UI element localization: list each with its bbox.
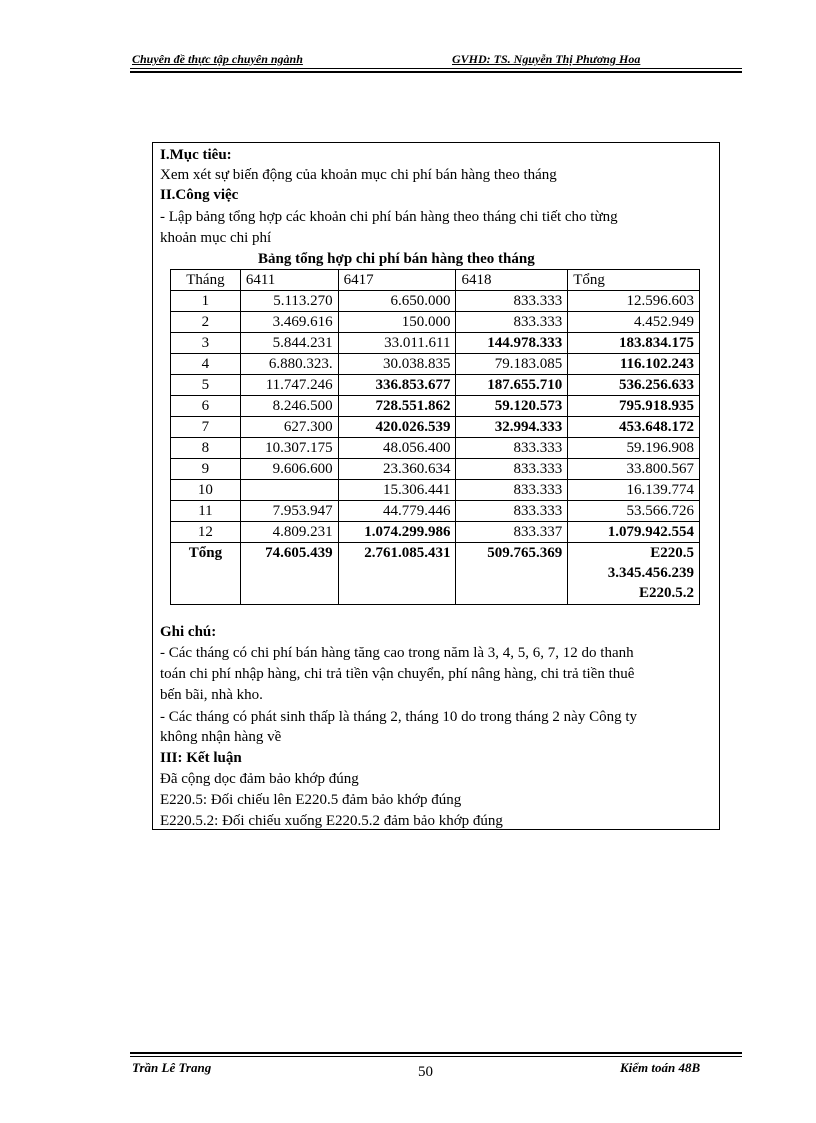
header-right: GVHD: TS. Nguyễn Thị Phương Hoa	[452, 52, 641, 66]
table-row	[171, 312, 700, 333]
month-cell: 8	[171, 438, 241, 459]
value-cell: 59.196.908	[568, 438, 700, 459]
month-cell: 7	[171, 417, 241, 438]
value-cell: 4.809.231	[240, 522, 338, 543]
value-cell: 627.300	[240, 417, 338, 438]
value-cell: 23.360.634	[338, 459, 456, 480]
value-cell: 44.779.446	[338, 501, 456, 522]
month-cell: 2	[171, 312, 241, 333]
value-cell: 336.853.677	[338, 375, 456, 396]
table-row	[171, 333, 700, 354]
value-cell	[240, 480, 338, 501]
table-row	[171, 417, 700, 438]
footer-right: Kiểm toán 48B	[620, 1060, 701, 1075]
table-row	[171, 291, 700, 312]
value-cell: 833.333	[456, 438, 568, 459]
footer-left: Trần Lê Trang	[132, 1060, 212, 1075]
section2-title: II.Công việc	[160, 187, 239, 203]
expense-table	[170, 269, 700, 605]
conclusion-line2: E220.5: Đối chiếu lên E220.5 đảm bảo khớp đúng	[160, 792, 462, 808]
value-cell: 833.333	[456, 291, 568, 312]
value-cell: 30.038.835	[338, 354, 456, 375]
value-cell: 4.452.949	[568, 312, 700, 333]
header-cell: 6417	[338, 270, 456, 291]
table-row	[171, 438, 700, 459]
table-row	[171, 354, 700, 375]
value-cell: 420.026.539	[338, 417, 456, 438]
notes-line5: không nhận hàng về	[160, 729, 282, 745]
value-cell: 9.606.600	[240, 459, 338, 480]
header-rule-thick	[130, 71, 742, 73]
value-cell: 7.953.947	[240, 501, 338, 522]
value-cell: 79.183.085	[456, 354, 568, 375]
table-title: Bảng tổng hợp chi phí bán hàng theo tháng	[258, 251, 535, 267]
table-row	[171, 522, 700, 543]
page-header	[130, 52, 742, 68]
conclusion-line1: Đã cộng dọc đảm bảo khớp đúng	[160, 771, 359, 787]
value-cell: 1.074.299.986	[338, 522, 456, 543]
header-cell: 6411	[240, 270, 338, 291]
value-cell: 16.139.774	[568, 480, 700, 501]
conclusion-title: III: Kết luận	[160, 750, 242, 766]
value-cell: 833.333	[456, 501, 568, 522]
total-sum-cell	[568, 543, 700, 605]
table-row	[171, 375, 700, 396]
value-cell: 833.337	[456, 522, 568, 543]
table-row	[171, 501, 700, 522]
value-cell: 116.102.243	[568, 354, 700, 375]
value-cell: 187.655.710	[456, 375, 568, 396]
total-cell: 2.761.085.431	[338, 543, 456, 605]
month-cell: 11	[171, 501, 241, 522]
month-cell: 6	[171, 396, 241, 417]
month-cell: 10	[171, 480, 241, 501]
value-cell: 150.000	[338, 312, 456, 333]
value-cell: 32.994.333	[456, 417, 568, 438]
value-cell: 453.648.172	[568, 417, 700, 438]
value-cell: 6.650.000	[338, 291, 456, 312]
month-cell: 12	[171, 522, 241, 543]
notes-line4: - Các tháng có phát sinh thấp là tháng 2, tháng 10 do trong tháng 2 này Công ty	[160, 709, 637, 725]
value-cell: 144.978.333	[456, 333, 568, 354]
footer-rule-thick	[130, 1052, 742, 1054]
notes-line3: bến bãi, nhà kho.	[160, 687, 263, 703]
value-cell: 33.011.611	[338, 333, 456, 354]
total-label: Tổng	[171, 543, 241, 605]
table-total-row	[171, 543, 700, 605]
table-row	[171, 480, 700, 501]
value-cell: 59.120.573	[456, 396, 568, 417]
table-row	[171, 396, 700, 417]
value-cell: 833.333	[456, 480, 568, 501]
section1-text: Xem xét sự biến động của khoản mục chi phí bán hàng theo tháng	[160, 167, 557, 183]
month-cell: 1	[171, 291, 241, 312]
reference-mark: E220.5.2	[638, 585, 694, 601]
value-cell: 11.747.246	[240, 375, 338, 396]
value-cell: 183.834.175	[568, 333, 700, 354]
table-header-row	[171, 270, 700, 291]
value-cell: 6.880.323.	[240, 354, 338, 375]
total-cell: 509.765.369	[456, 543, 568, 605]
section2-line1: - Lập bảng tổng hợp các khoản chi phí bán hàng theo tháng chi tiết cho từng	[160, 209, 618, 225]
value-cell: 1.079.942.554	[568, 522, 700, 543]
reference-mark: E220.5	[650, 545, 694, 561]
value-cell: 3.469.616	[240, 312, 338, 333]
value-cell: 536.256.633	[568, 375, 700, 396]
value-cell: 833.333	[456, 459, 568, 480]
grand-total: 3.345.456.239	[607, 565, 694, 581]
value-cell: 5.113.270	[240, 291, 338, 312]
table-row	[171, 459, 700, 480]
value-cell: 833.333	[456, 312, 568, 333]
value-cell: 15.306.441	[338, 480, 456, 501]
value-cell: 53.566.726	[568, 501, 700, 522]
value-cell: 10.307.175	[240, 438, 338, 459]
month-cell: 5	[171, 375, 241, 396]
value-cell: 48.056.400	[338, 438, 456, 459]
value-cell: 8.246.500	[240, 396, 338, 417]
section2-line2: khoản mục chi phí	[160, 230, 272, 246]
value-cell: 12.596.603	[568, 291, 700, 312]
value-cell: 5.844.231	[240, 333, 338, 354]
month-cell: 4	[171, 354, 241, 375]
notes-title: Ghi chú:	[160, 624, 217, 640]
conclusion-line3: E220.5.2: Đối chiếu xuống E220.5.2 đảm bảo khớp đúng	[160, 813, 503, 829]
value-cell: 795.918.935	[568, 396, 700, 417]
notes-line1: - Các tháng có chi phí bán hàng tăng cao trong năm là 3, 4, 5, 6, 7, 12 do thanh	[160, 645, 634, 661]
page-number: 50	[418, 1064, 433, 1080]
notes-line2: toán chi phí nhập hàng, chi trả tiền vận chuyển, phí nâng hàng, chi trả tiền thuê	[160, 666, 635, 682]
header-cell: Tổng	[568, 270, 700, 291]
value-cell: 33.800.567	[568, 459, 700, 480]
header-cell: 6418	[456, 270, 568, 291]
header-left: Chuyên đề thực tập chuyên ngành	[132, 52, 303, 66]
total-cell: 74.605.439	[240, 543, 338, 605]
footer-rule	[130, 1056, 742, 1057]
value-cell: 728.551.862	[338, 396, 456, 417]
month-cell: 9	[171, 459, 241, 480]
header-cell: Tháng	[171, 270, 241, 291]
section1-title: I.Mục tiêu:	[160, 147, 232, 163]
month-cell: 3	[171, 333, 241, 354]
header-rule	[130, 68, 742, 69]
